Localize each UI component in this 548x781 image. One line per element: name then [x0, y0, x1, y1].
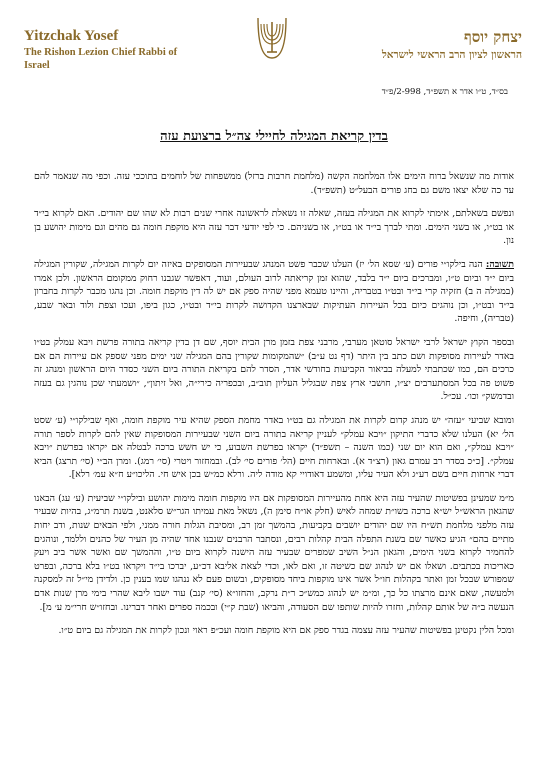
document-body [34, 170, 514, 648]
answer-label: תשובה: [485, 258, 514, 270]
rabbi-name-hebrew: יצחק יוסף [464, 28, 522, 46]
paragraph-answer: תשובה: הנה בילקו״י פורים (ע׳ שסא הל׳ יז) העלנו שכבר פשט המנהג שבעיירות המסופקים באיזה יום לקרות המגילה, שקורין המגילה ביום י״ד וביום ט״ו, ומברכים ביום י״ד בלבד, שהוא זמן קריאתה לרוב העולם, ועוד, דאפשר שגבנו רחוק ממקומם הראשון. ולכן אמרו (במגילה ה ב) חזקיה קרי בי״ד ובט״ו בטבריה, והיינו טעמא מפני שהיה ספק אם יש לה דין מוקפת חומה. וכן נהגו מכבר לקרות בחברון בי״ד ובט״ו, וכן נוהגים כיום בכל העיירות העתיקות שבארצנו הקדושה לקרות בי״ד ובט״ו, כגון ביפו, ועכו וצפת ולוד ובאר שבע, (טבריה), וחיפה. [34, 258, 514, 325]
english-letterhead [24, 28, 194, 72]
rabbi-name-english: Yitzchak Yosef [24, 28, 119, 44]
paragraph-5: ומובא שביעי ״עזה״ יש מנהג קדום לקרות את המגילה גם בט״ו באדר מחמת הספק שהיא עיר מוקפת חומה, ואף שבילקו״י (ע׳ שסט הל׳ יא) העלנו שלא כדברי התיקון ״ויבא עמלק״ לעניין קריאה בתורה ביום השני שבעיירות המסופקות שאין להם לקרות לספר תורה ״ויבא עמלק״, ואם הוא יום שני (כמו השנה – תשפ״ד) יקראו בפרשת השבוע, כי יש חשש ברכה לבטלה אם יקראו בפרשת ״ויבא עמלק״. [כ״כ בסדר רב עמרם גאון (רצ״ד א). ובארחות חיים (הל׳ פורים סי׳ לב). ובמחזור ויטרי (סי׳ רמג). ומרן הב״י (סי׳ תרצג) הביא דברי ארחות חיים בשם רע״ג ולא העיר עליו, ומשמע דאודויי קא מודה ליה. ורלא כמ״ש בכן איש חי. הליכו״ע ח״א עמ׳ רלא]. [34, 414, 514, 481]
paragraph-2: ונפשם בשאלתם, אימתי לקרוא את המגילה בעזה, שאלה זו נשאלת לראשונה אחרי שנים רבות לא שהו שם יהודים. האם לקרוא בי״ד או בט״ו, או בשני הימים. ומתי לברך בי״ד או בט״ו, או בשניהם. כי לפי יודעי דבר עזה היא מוקפת חומה גם מהים וגם מימות יהושע בן נון. [34, 208, 514, 247]
rabbi-title-hebrew: הראשון לציון הרב הראשי לישראל [381, 49, 522, 61]
paragraph-6: מ״מ שמעינן בפשיטות שהעיר עזה היא אחת מהעיירות המסופקות אם היו מוקפות חומה מימות יהושע ובילקו״י שביעית (ע׳ עג) הבאנו שהגאון הראש״ל יש״א ברכה בשו״ת שמחה לאיש (חלק או״ח סימן ה), נשאל מאת עמיתו הגר״ש סלאנט, בשנת תרמ״ג, בהיות שבעיר עזה מלפני מלחמת תש״ח היו שם יהודים יושבים בקביעות, בהמשך זמן רב, ומסיבת הגלות חורה ממני, ולפי הבאים שנות, ודב יחות מתיים בהם״ הגיע כאשר שם בשנת התפלה הבית קהלות רבים, ונסתבר הרבנים שנבנו אחד שהיה מן העיר של כהנים וללמד, ונוהגים להחמיר לקרוא בשני הימים, והגאון הנ״ל השיב שמפרים שבעיר עזה הישנה לקרוא ביום ט״ו, וההמשך שם ואשר אשר ביב ויעק כאריכות בכתבים. ושאלו אם יש לנהוג שם כשיטה זו, ואם לאו, וכדי לצאת אליבא דכ״ע, יברכו בי״ד ויקראו בט״ו בלא ברכה, ובפרט שמפורש שבכל זמן ואתר בקהלות חו״ל אשר אינו מוקפות ביחד מסופקים, ובשום פעם לא ננהגו שמו בענין כן. ולדידן מי״ל זה למסקנה ולמעשה, שאם אינם מרצתו כל כך, ומ״מ יש לנהוג כמש״כ ר״ת נרקב, והחזו״א (סי׳ קנב) עוד ישבו ליבא שהרי בימי מרן שנות אדם הנעשה ב״ה של אותם קהלות, וחזרו להיות שותפו שם הסעודה, והביאו (שבת ק״י) ובכמה ספרים ואחר דברינו. ובחזו״ש חרי״מ ע׳ מ]. [34, 492, 514, 613]
paragraph-4: ובספר הקוץ ישראל לרבי ישראל סוטאן מערבי, מרבני צפת בזמן מרן הבית יוסף, שם דן בדין קריאה בתורה פרשת ויבא עמלק בט״ו באדר לעיירות מסופקות ושם כתב בין היתר (דף נט ע״ב) ״שהמקומות שקורין בהם המגילה שני ימים מפני שספק אם עיירות הם אם כרכים הם, כמו שכתבתי למעלה בביאור הקביעות בחודשי אדר, הסדר להם בקריאת התורה ביום השני כסדר היום הראשון ומנהג זה פשוט פה בכל המסתערבים יצ״ו, חושבי ארץ צפת שבגליל העליון תוב״ב, ובכפריה כירי״ה, ואל זיתון״, ״ושמעתי שכן נוהגין גם בעזה ובדמשק״ וכו׳. עכ״ל. [34, 336, 514, 403]
paragraph-conclusion: ומכל הלין נקטינן בפשיטות שהעיר עזה עצמה בגדר ספק אם היא מוקפת חומה ועכ״פ ראוי ונכון לקרות את המגילה גם ביום ט״ו. [58, 625, 514, 637]
document-title: בדין קריאת המגילה לחיילי צה״ל ברצועת עזה [160, 129, 388, 144]
rabbi-title-english: The Rishon Lezion Chief Rabbi of Israel [24, 47, 178, 71]
hebrew-letterhead [312, 28, 522, 61]
paragraph-1: אודות מה שנשאל ברוח הימים אלו המלחמה הקשה (מלחמת חרבות ברזל) ממשפחות של לוחמים בתוככי עזה. וכפי מה שנאמר להם עד כה שלא יצאו משם גם בחג פורים הבעל״ט (תשפ״ד). [34, 171, 514, 196]
menorah-emblem-icon [255, 14, 289, 62]
date-line: בס״ד, ט״ו אדר א תשפ״ד, 2-998/פ״ד [381, 87, 508, 97]
